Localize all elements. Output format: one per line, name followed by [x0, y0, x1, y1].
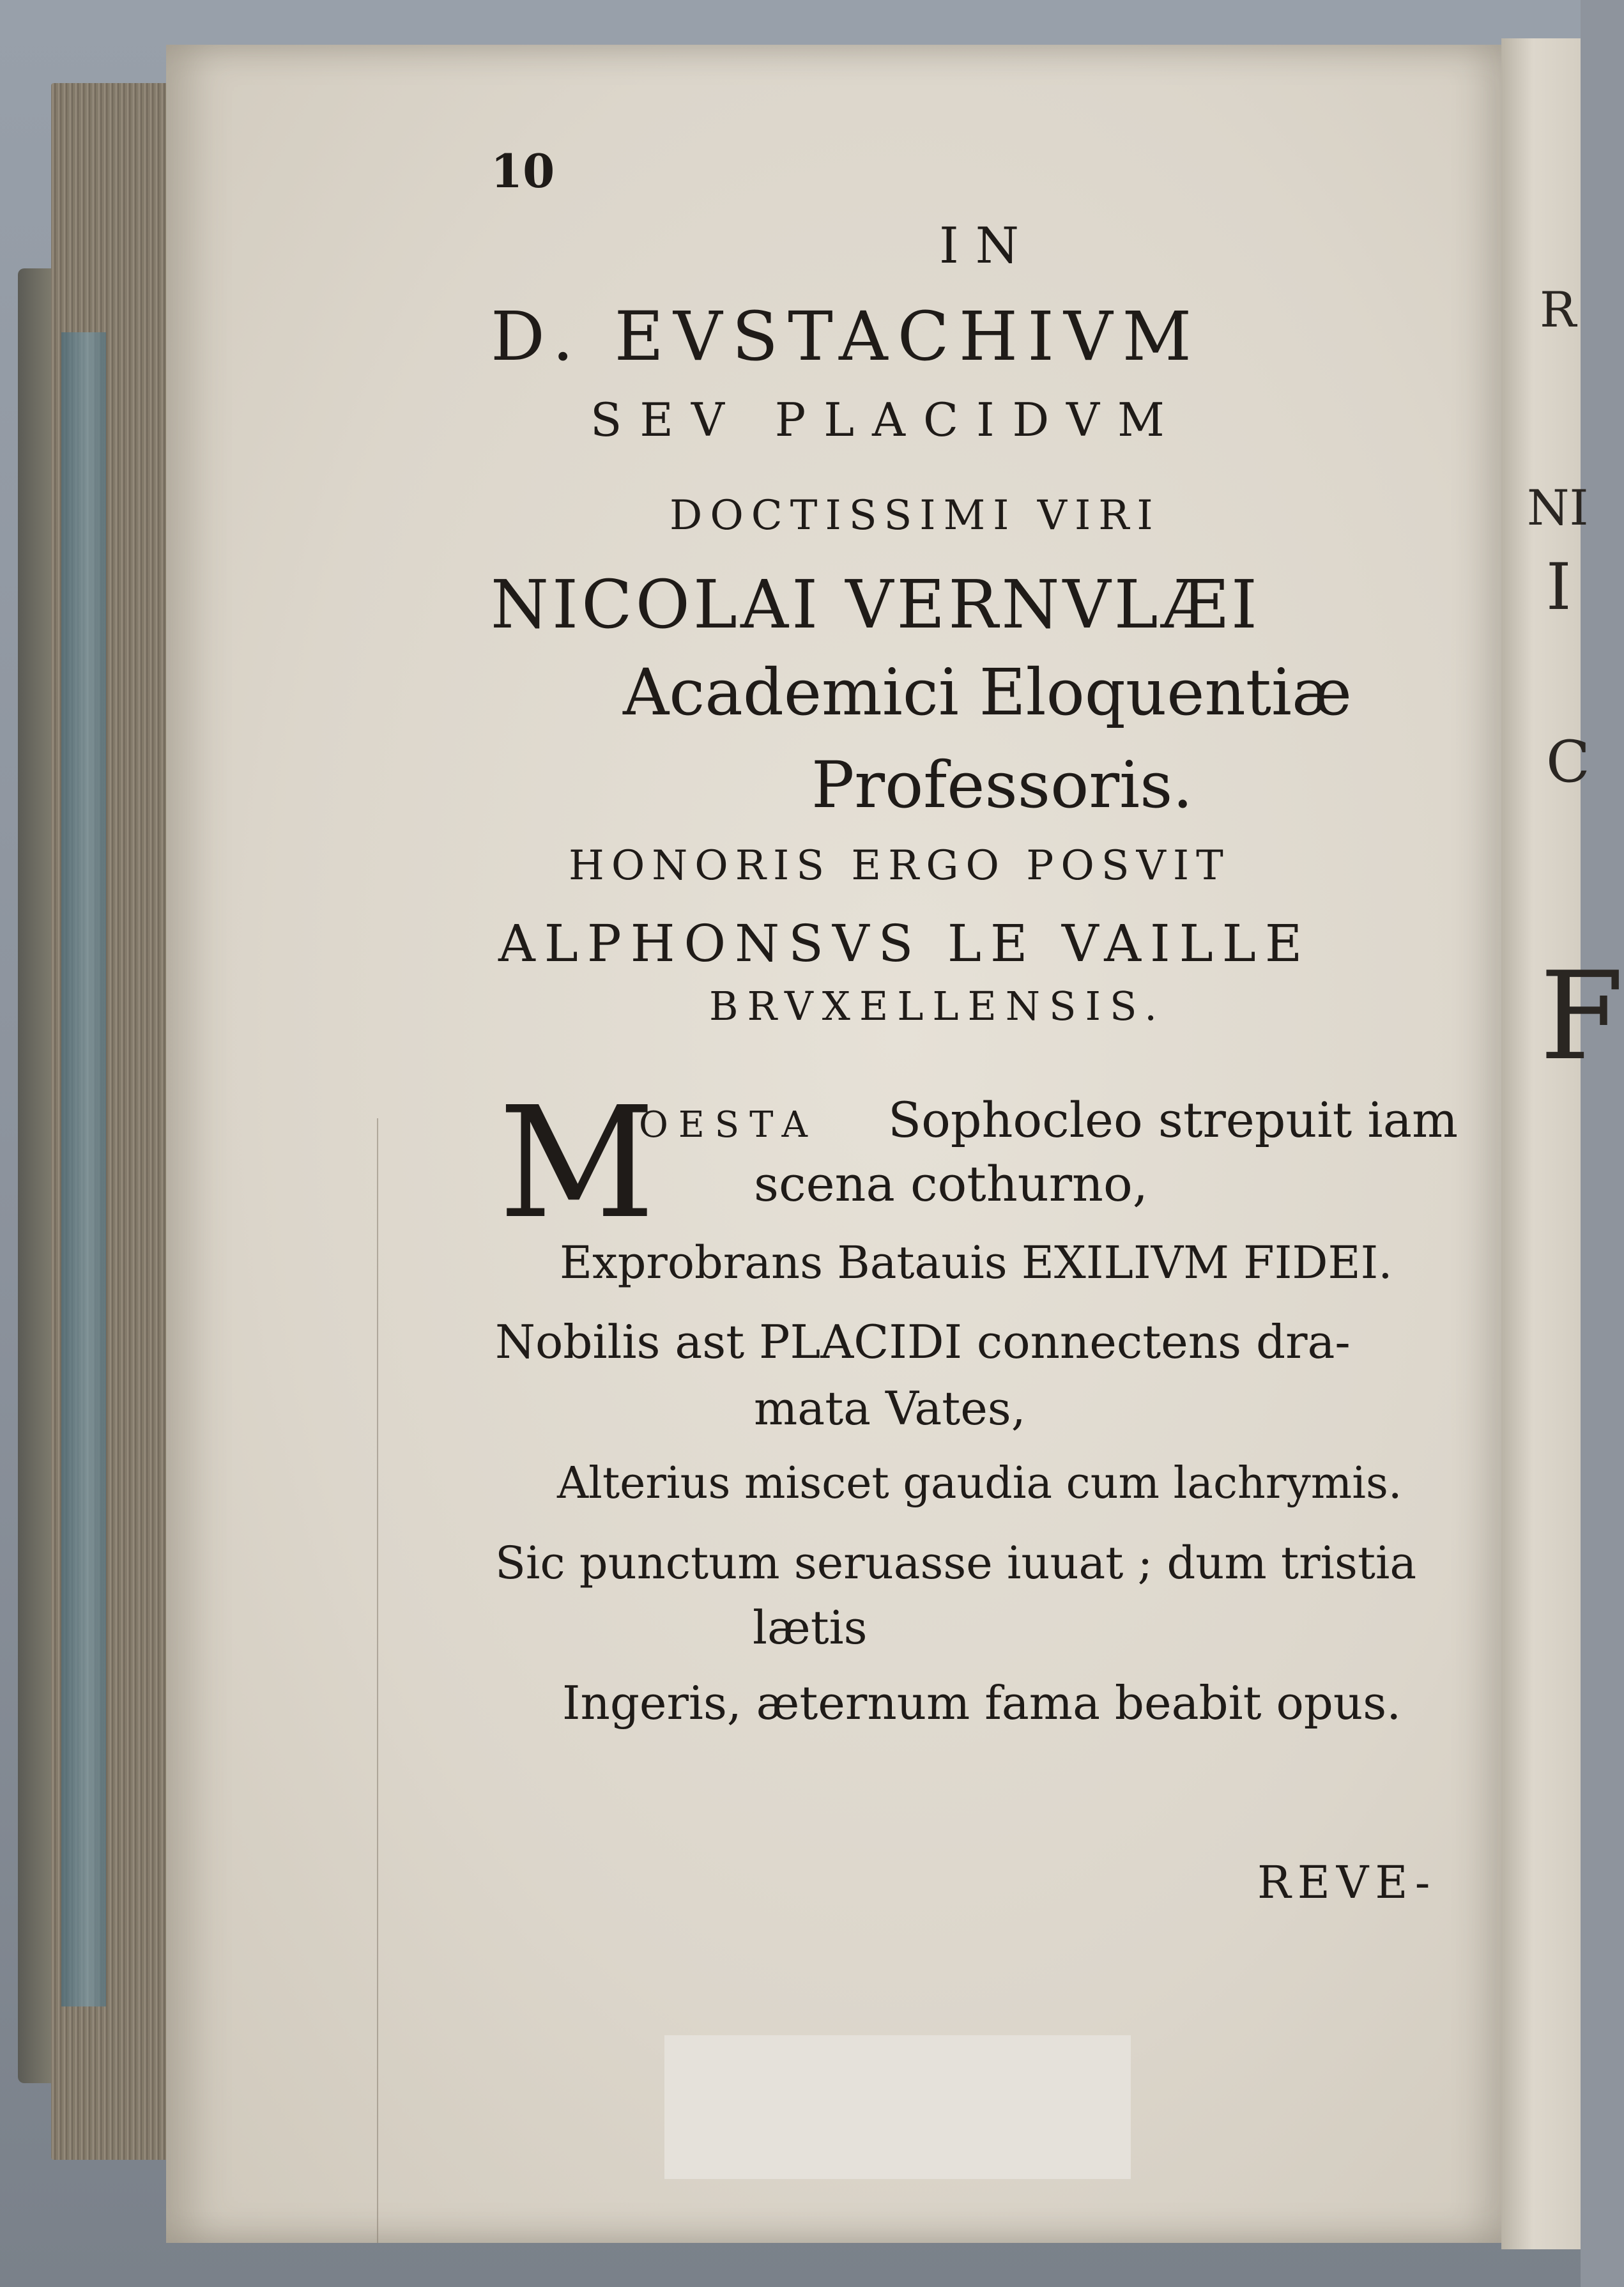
heading-line: D. EVSTACHIVM [491, 297, 1202, 376]
page-crease [377, 1118, 378, 2243]
poem-line: Sic punctum seruasse iuuat ; dum tristia [495, 1537, 1417, 1589]
poem-line: Nobilis ast PLACIDI connectens dra- [495, 1315, 1351, 1369]
heading-line: NICOLAI VERNVLÆI [491, 566, 1260, 643]
drop-cap: M [498, 1074, 655, 1252]
heading-line: HONORIS ERGO POSVIT [569, 842, 1230, 889]
paper-label [664, 2035, 1131, 2179]
poem-line: Sophocleo strepuit iam [888, 1091, 1459, 1148]
catchword: REVE- [1257, 1856, 1437, 1909]
heading-line: DOCTISSIMI VIRI [670, 492, 1161, 539]
facing-page-text: R [1540, 281, 1577, 338]
heading-line: Academici Eloquentiæ [623, 655, 1352, 730]
poem-line: mata Vates, [754, 1382, 1026, 1435]
facing-page-text: NI [1527, 479, 1589, 536]
facing-page-edge [1501, 38, 1624, 2249]
facing-page-text: C [1546, 728, 1590, 796]
facing-page-text: I [1546, 550, 1572, 624]
poem-line: lætis [753, 1601, 868, 1654]
heading-line: BRVXELLENSIS. [709, 983, 1166, 1029]
heading-line: Professoris. [811, 748, 1193, 822]
poem-line: Exprobrans Batauis EXILIVM FIDEI. [560, 1236, 1393, 1289]
heading-line: ALPHONSVS LE VAILLE [498, 914, 1312, 973]
poem-line: Alterius miscet gaudia cum lachrymis. [557, 1458, 1402, 1509]
poem-line: scena cothurno, [754, 1155, 1148, 1212]
poem-line-small-caps: OESTA [639, 1104, 818, 1146]
heading-line: IN [939, 217, 1036, 275]
page-number: 10 [491, 144, 555, 198]
page-edges-tint [61, 332, 106, 2006]
facing-page-text: F [1540, 946, 1624, 1087]
poem-line: Ingeris, æternum fama beabit opus. [562, 1676, 1402, 1730]
heading-line: SEV PLACIDVM [590, 393, 1183, 447]
